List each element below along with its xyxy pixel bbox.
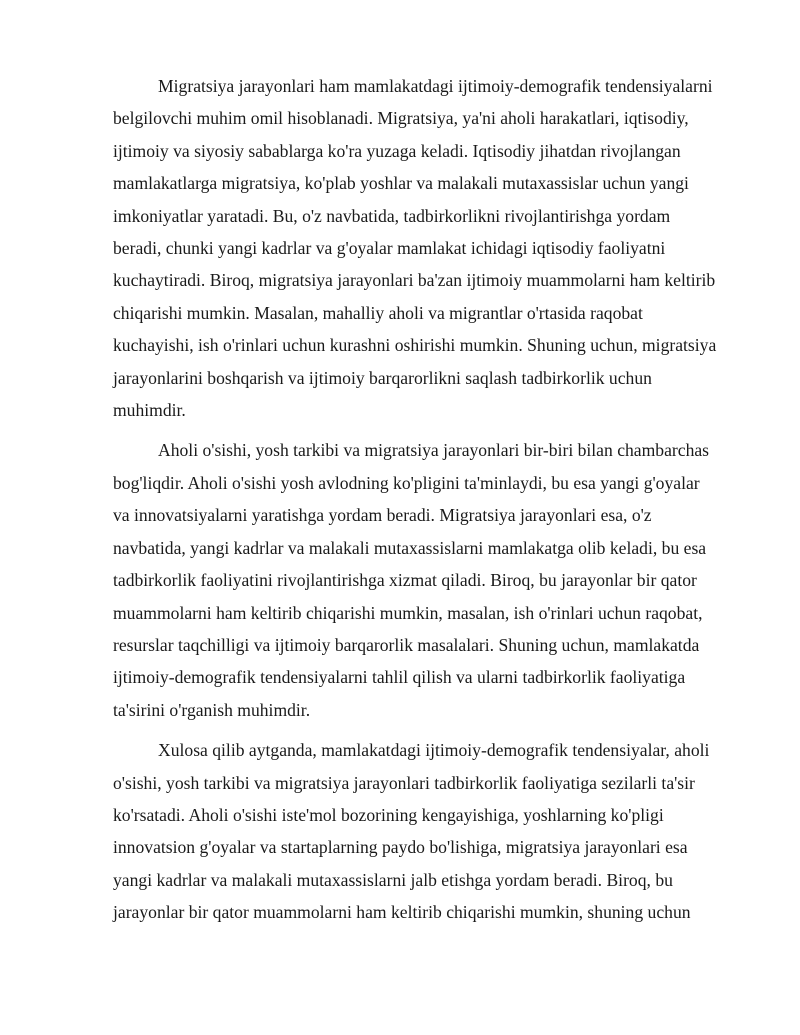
paragraph-migration: Migratsiya jarayonlari ham mamlakatdagi ijtimoiy-demografik tendensiyalarni belgilovchi muhim omil hisoblanadi. Migratsiya, ya'ni aholi harakatlari, iqtisodiy, ijtimoiy va siyosiy sabablarga ko'ra yuzaga keladi. Iqtisodiy jihatdan rivojlangan mamlakatlarga migratsiya, ko'plab yoshlar va malakali mutaxassislar uchun yangi imkoniyatlar yaratadi. Bu, o'z navbatida, tadbirkorlikni rivojlantirishga yordam beradi, chunki yangi kadrlar va g'oyalar mamlakat ichidagi iqtisodiy faoliyatni kuchaytiradi. Biroq, migratsiya jarayonlari ba'zan ijtimoiy muammolarni ham keltirib chiqarishi mumkin. Masalan, mahalliy aholi va migrantlar o'rtasida raqobat kuchayishi, ish o'rinlari uchun kurashni oshirishi mumkin. Shuning uchun, migratsiya jarayonlarini boshqarish va ijtimoiy barqarorlikni saqlash tadbirkorlik uchun muhimdir. [113, 76, 717, 421]
document-body [113, 70, 743, 937]
paragraph-population-growth: Aholi o'sishi, yosh tarkibi va migratsiya jarayonlari bir-biri bilan chambarchas bog'liqdir. Aholi o'sishi yosh avlodning ko'pligini ta'minlaydi, bu esa yangi g'oyalar va innovatsiyalarni yaratishga yordam beradi. Migratsiya jarayonlari esa, o'z navbatida, yangi kadrlar va malakali mutaxassislarni mamlakatga olib keladi, bu esa tadbirkorlik faoliyatini rivojlantirishga xizmat qiladi. Biroq, bu jarayonlar bir qator muammolarni ham keltirib chiqarishi mumkin, masalan, ish o'rinlari uchun raqobat, resurslar taqchilligi va ijtimoiy barqarorlik masalalari. Shuning uchun, mamlakatda ijtimoiy-demografik tendensiyalarni tahlil qilish va ularni tadbirkorlik faoliyatiga ta'sirini o'rganish muhimdir. [113, 440, 710, 720]
paragraph-conclusion: Xulosa qilib aytganda, mamlakatdagi ijtimoiy-demografik tendensiyalar, aholi o'sishi, yosh tarkibi va migratsiya jarayonlari tadbirkorlik faoliyatiga sezilarli ta'sir ko'rsatadi. Aholi o'sishi iste'mol bozorining kengayishiga, yoshlarning ko'pligi innovatsion g'oyalar va startaplarning paydo bo'lishiga, migratsiya jarayonlari esa yangi kadrlar va malakali mutaxassislarni jalb etishga yordam beradi. Biroq, bu jarayonlar bir qator muammolarni ham keltirib chiqarishi mumkin, shuning uchun [113, 740, 710, 923]
